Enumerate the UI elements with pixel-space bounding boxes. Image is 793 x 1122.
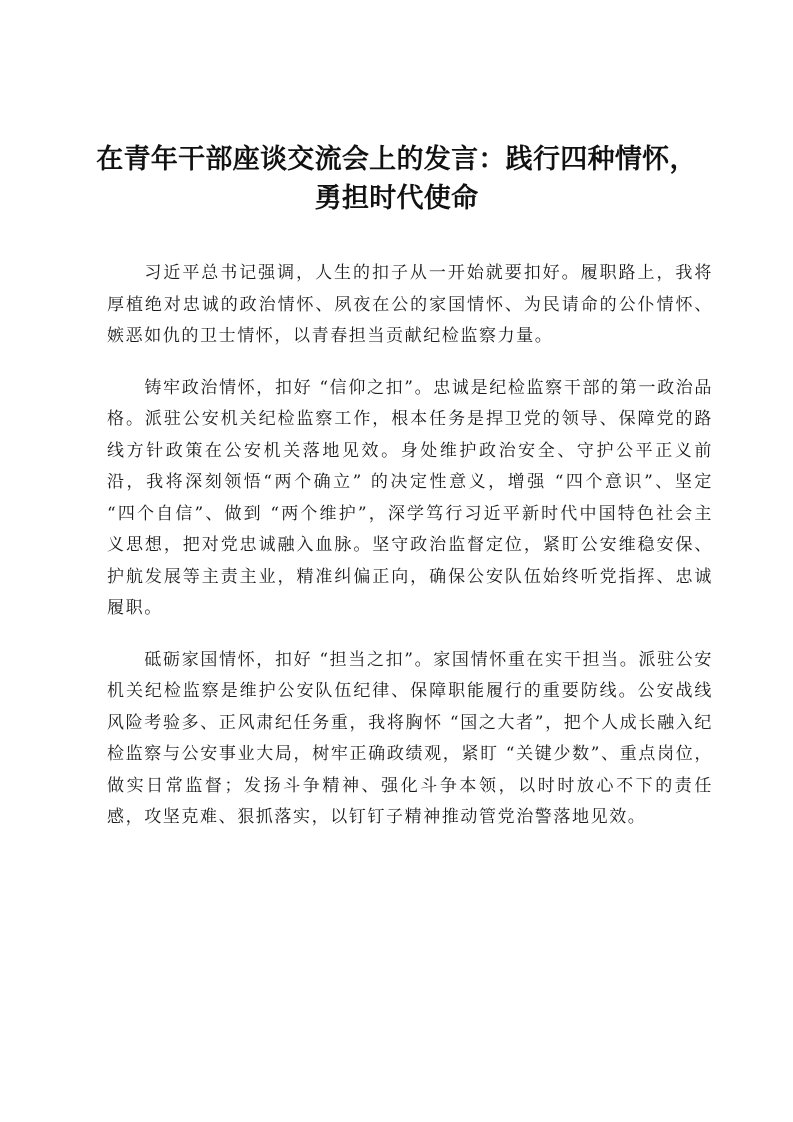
- document-body: [107, 258, 713, 854]
- paragraph-intro: 习近平总书记强调，人生的扣子从一开始就要扣好。履职路上，我将厚植绝对忠诚的政治情怀、夙夜在公的家国情怀、为民请命的公仆情怀、嫉恶如仇的卫士情怀，以青春担当贡献纪检监察力量。: [107, 263, 713, 346]
- paragraph-political-feeling: 铸牢政治情怀，扣好 “信仰之扣”。忠诚是纪检监察干部的第一政治品格。派驻公安机关纪检监察工作，根本任务是捍卫党的领导、保障党的路线方针政策在公安机关落地见效。身处维护政治安全、守护公平正义前沿，我将深刻领悟“两个确立” 的决定性意义，增强 “四个意识”、坚定 “四个自信”、做到 “两个维护”，深学笃行习近平新时代中国特色社会主义思想，把对党忠诚融入血脉。坚守政治监督定位，紧盯公安维稳安保、护航发展等主责主业，精准纠偏正向，确保公安队伍始终听党指挥、忠诚履职。: [107, 377, 713, 618]
- document-title: 在青年干部座谈交流会上的发言：践行四种情怀，勇担时代使命: [96, 144, 697, 214]
- paragraph-patriotic-feeling: 砥砺家国情怀，扣好 “担当之扣”。家国情怀重在实干担当。派驻公安机关纪检监察是维护公安队伍纪律、保障职能履行的重要防线。公安战线风险考验多、正风肃纪任务重，我将胸怀 “国之大者”，把个人成长融入纪检监察与公安事业大局，树牢正确政绩观，紧盯 “关键少数”、重点岗位，做实日常监督；发扬斗争精神、强化斗争本领，以时时放心不下的责任感，攻坚克难、狠抓落实，以钉钉子精神推动管党治警落地见效。: [107, 649, 713, 827]
